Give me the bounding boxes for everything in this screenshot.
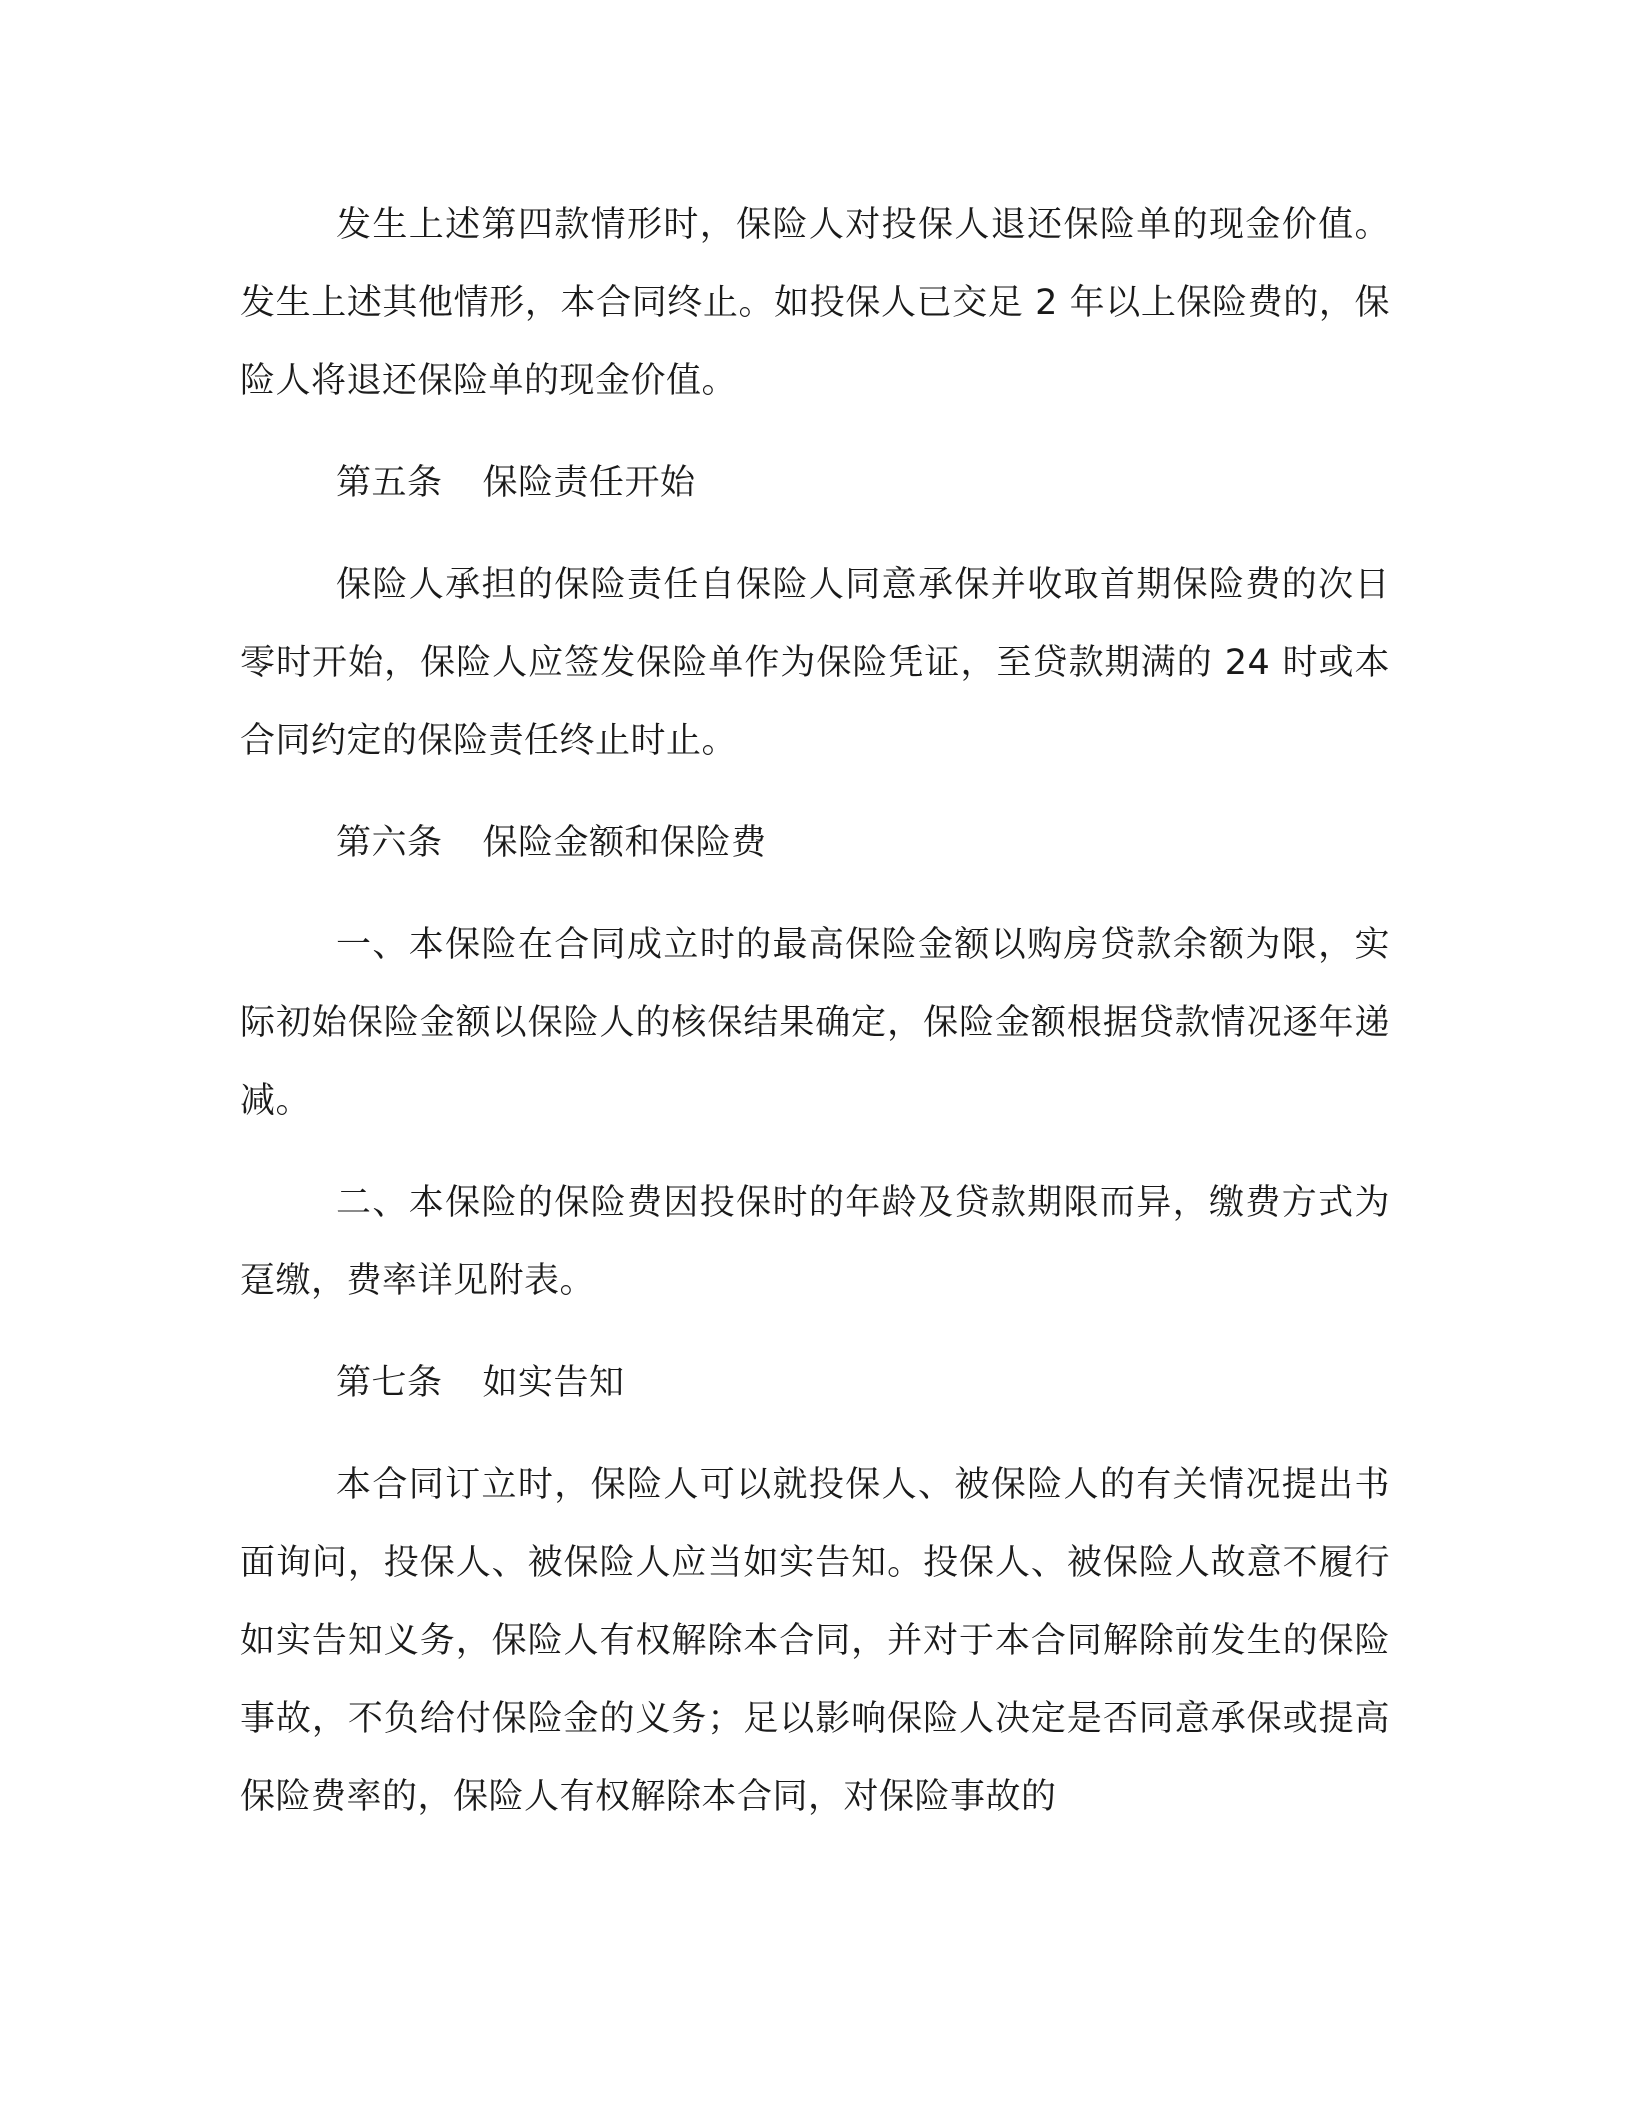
article-title: 如实告知 — [482, 1363, 625, 1403]
paragraph: 保险人承担的保险责任自保险人同意承保并收取首期保险费的次日零时开始，保险人应签发保险单作为保险凭证，至贷款期满的 24 时或本合同约定的保险责任终止时止。 — [240, 565, 1390, 761]
article-heading — [240, 444, 1390, 522]
paragraph: 发生上述第四款情形时，保险人对投保人退还保险单的现金价值。发生上述其他情形，本合同终止。如投保人已交足 2 年以上保险费的，保险人将退还保险单的现金价值。 — [240, 205, 1390, 401]
article-heading — [240, 804, 1390, 882]
document-body — [240, 186, 1390, 1860]
paragraph: 二、本保险的保险费因投保时的年龄及贷款期限而异，缴费方式为趸缴，费率详见附表。 — [240, 1183, 1390, 1301]
article-heading — [240, 1344, 1390, 1422]
article-title: 保险金额和保险费 — [482, 823, 767, 863]
article-title: 保险责任开始 — [482, 463, 696, 503]
article-number: 第六条 — [336, 823, 443, 863]
article-number: 第七条 — [336, 1363, 443, 1403]
paragraph: 本合同订立时，保险人可以就投保人、被保险人的有关情况提出书面询问，投保人、被保险人应当如实告知。投保人、被保险人故意不履行如实告知义务，保险人有权解除本合同，并对于本合同解除前发生的保险事故，不负给付保险金的义务；足以影响保险人决定是否同意承保或提高保险费率的，保险人有权解除本合同，对保险事故的 — [240, 1465, 1390, 1817]
article-number: 第五条 — [336, 463, 443, 503]
paragraph: 一、本保险在合同成立时的最高保险金额以购房贷款余额为限，实际初始保险金额以保险人的核保结果确定，保险金额根据贷款情况逐年递减。 — [240, 925, 1390, 1121]
